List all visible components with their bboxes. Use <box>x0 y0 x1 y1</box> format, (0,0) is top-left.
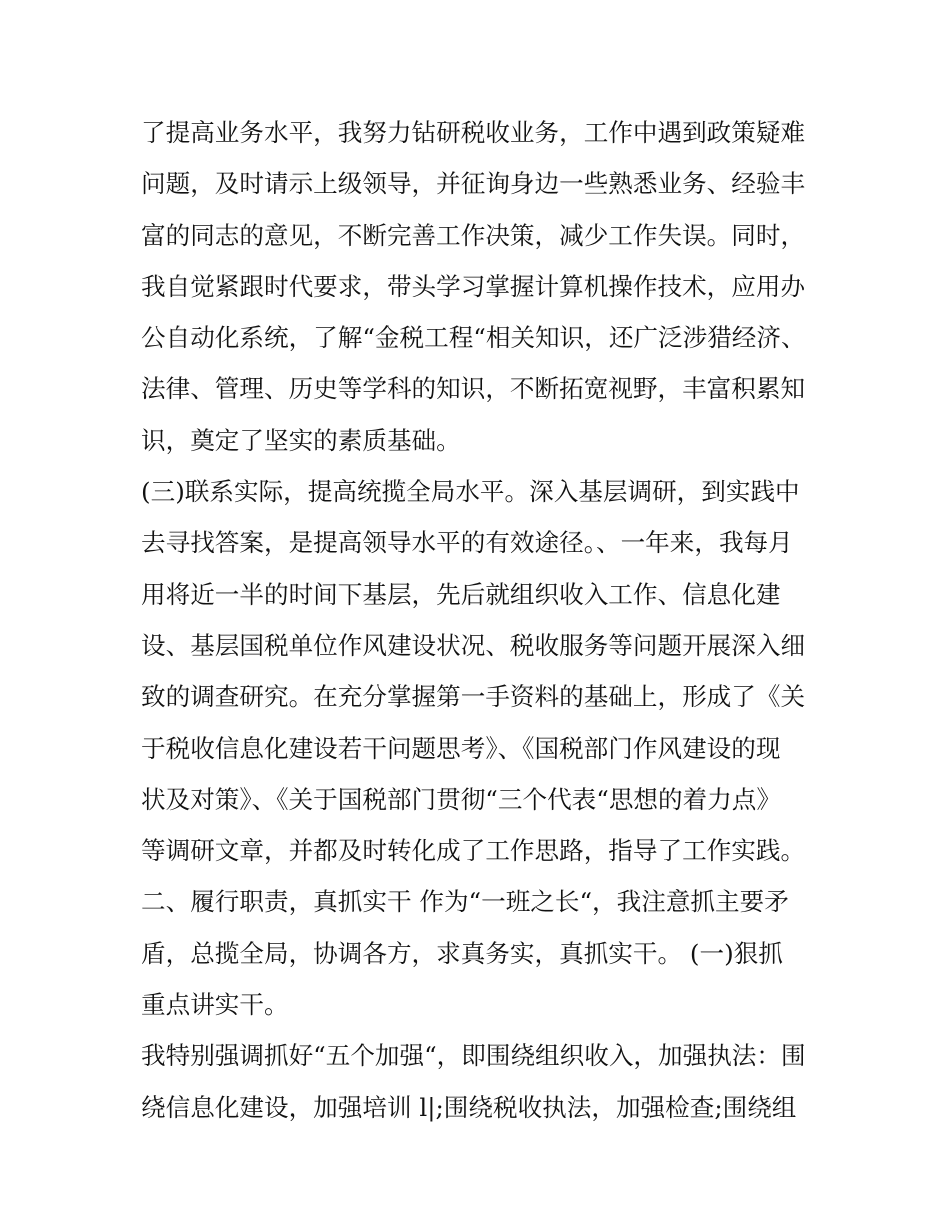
text-line: 用将近一半的时间下基层，先后就组织收入工作、信息化建 <box>141 579 781 609</box>
text-line: 致的调查研究。在充分掌握第一手资料的基础上，形成了《关 <box>141 682 806 712</box>
text-line: 重点讲实干。 <box>141 990 289 1020</box>
text-line: 了提高业务水平，我努力钻研税收业务，工作中遇到政策疑难 <box>141 118 806 147</box>
text-line: 去寻找答案，是提高领导水平的有效途径。、一年来，我每月 <box>141 528 793 558</box>
text-line: 我特别强调抓好“五个加强“，即围绕组织收入，加强执法：围 <box>141 1041 806 1071</box>
section-heading-line: 二、履行职责，真抓实干 作为“一班之长“，我注意抓主要矛 <box>141 887 789 917</box>
text-line: 问题，及时请示上级领导，并征询身边一些熟悉业务、经验丰 <box>141 169 806 199</box>
text-line: 等调研文章，并都及时转化成了工作思路，指导了工作实践。 <box>141 836 806 866</box>
text-line: 设、基层国税单位作风建设状况、税收服务等问题开展深入细 <box>141 630 806 660</box>
text-line: 状及对策》、《关于国税部门贯彻“三个代表“思想的着力点》 <box>141 784 781 814</box>
text-line: 识，奠定了坚实的素质基础。 <box>141 425 461 455</box>
text-line: 盾，总揽全局，协调各方，求真务实，真抓实干。 (一)狠抓 <box>141 938 783 968</box>
text-line: 于税收信息化建设若干问题思考》、《国税部门作风建设的现 <box>141 733 781 763</box>
text-line: 绕信息化建设，加强培训 l|;围绕税收执法，加强检查;围绕组 <box>141 1092 797 1122</box>
text-line: 富的同志的意见，不断完善工作决策，减少工作失误。同时， <box>141 220 806 250</box>
section-heading-line: (三)联系实际，提高统揽全局水平。深入基层调研，到实践中 <box>141 477 800 507</box>
text-line: 公自动化系统，了解“金税工程“相关知识，还广泛涉猎经济、 <box>141 323 806 353</box>
body-text <box>141 107 821 1133</box>
text-line: 我自觉紧跟时代要求，带头学习掌握计算机操作技术，应用办 <box>141 271 806 301</box>
text-line: 法律、管理、历史等学科的知识，不断拓宽视野，丰富积累知 <box>141 374 806 404</box>
